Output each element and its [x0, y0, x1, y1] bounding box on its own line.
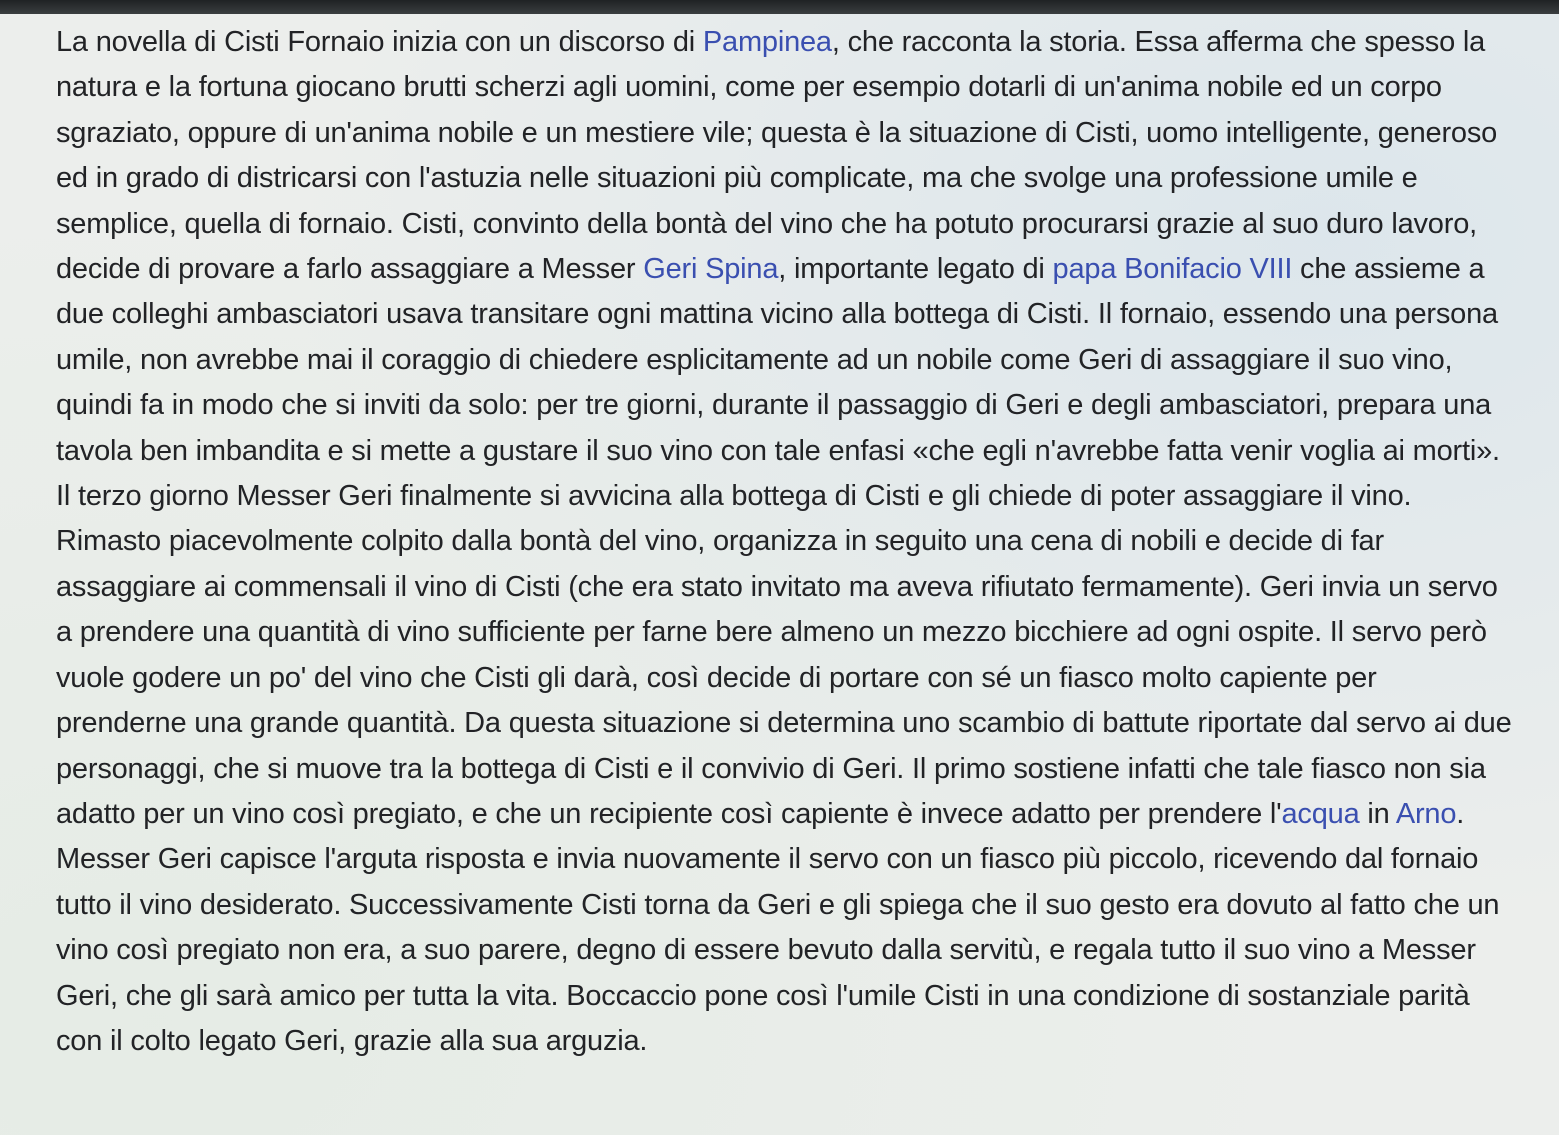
text-segment: Messer Geri capisce l'arguta risposta e invia nuovamente il servo con un fiasco più piccolo, ricevendo dal fornaio — [56, 843, 1479, 876]
text-segment: vuole godere un po' del vino che Cisti gli darà, così decide di portare con sé un fiasco molto capiente per — [56, 661, 1377, 694]
text-segment: , che racconta la storia. Essa afferma che spesso la — [831, 26, 1486, 58]
paragraph-line — [56, 247, 1546, 292]
paragraph-line — [56, 974, 1546, 1019]
paragraph-line — [56, 292, 1546, 337]
page-background — [0, 14, 1559, 1135]
text-segment: . — [1456, 797, 1465, 830]
paragraph-line — [56, 383, 1546, 428]
paragraph-line — [56, 565, 1546, 610]
link-geri-spina[interactable]: Geri Spina — [643, 253, 779, 286]
text-segment: umile, non avrebbe mai il coraggio di chiedere esplicitamente ad un nobile come Geri di assaggiare il suo vino, — [56, 343, 1453, 376]
link-pampinea[interactable]: Pampinea — [702, 26, 832, 58]
text-segment: , importante legato di — [778, 253, 1053, 286]
text-segment: assaggiare ai commensali il vino di Cisti (che era stato invitato ma aveva rifiutato fermamente). Geri invia un servo — [56, 570, 1498, 603]
link-acqua[interactable]: acqua — [1281, 797, 1360, 830]
text-segment: vino così pregiato non era, a suo parere, degno di essere bevuto dalla servitù, e regala tutto il suo vino a Messer — [56, 934, 1476, 967]
paragraph-line — [56, 65, 1546, 110]
article-paragraph — [56, 20, 1546, 1064]
paragraph-line — [56, 111, 1546, 156]
text-segment: quindi fa in modo che si inviti da solo: per tre giorni, durante il passaggio di Geri e degli ambasciatori, prepara una — [56, 389, 1492, 422]
paragraph-line — [56, 837, 1546, 882]
text-segment: personaggi, che si muove tra la bottega di Cisti e il convivio di Geri. Il primo sostiene infatti che tale fiasco non sia — [56, 752, 1486, 785]
paragraph-line — [56, 701, 1546, 746]
paragraph-line — [56, 474, 1546, 519]
text-segment: La novella di Cisti Fornaio inizia con un discorso di — [56, 26, 703, 58]
text-segment: adatto per un vino così pregiato, e che un recipiente così capiente è invece adatto per prendere l' — [56, 797, 1282, 830]
text-segment: Geri, che gli sarà amico per tutta la vita. Boccaccio pone così l'umile Cisti in una condizione di sostanziale parità — [56, 979, 1470, 1012]
paragraph-line — [56, 202, 1546, 247]
paragraph-line — [56, 792, 1546, 837]
text-segment: tavola ben imbandita e si mette a gustare il suo vino con tale enfasi «che egli n'avrebbe fatta venir voglia ai morti». — [56, 434, 1500, 467]
paragraph-line — [56, 429, 1546, 474]
text-segment: natura e la fortuna giocano brutti scherzi agli uomini, come per esempio dotarli di un'anima nobile ed un corpo — [56, 71, 1442, 104]
paragraph-line — [56, 1019, 1546, 1064]
link-arno[interactable]: Arno — [1395, 797, 1457, 830]
text-segment: in — [1359, 797, 1396, 830]
link-papa-bonifacio-viii[interactable]: papa Bonifacio VIII — [1052, 253, 1293, 286]
text-segment: Rimasto piacevolmente colpito dalla bontà del vino, organizza in seguito una cena di nobili e decide di far — [56, 525, 1384, 558]
paragraph-line — [56, 519, 1546, 564]
paragraph-line — [56, 747, 1546, 792]
top-window-edge — [0, 0, 1559, 14]
text-segment: che assieme a — [1292, 253, 1485, 286]
text-segment: tutto il vino desiderato. Successivamente Cisti torna da Geri e gli spiega che il suo gesto era dovuto al fatto che un — [56, 888, 1500, 921]
paragraph-line — [56, 610, 1546, 655]
text-segment: sgraziato, oppure di un'anima nobile e un mestiere vile; questa è la situazione di Cisti, uomo intelligente, generoso — [56, 116, 1498, 149]
text-segment: con il colto legato Geri, grazie alla sua arguzia. — [56, 1024, 648, 1057]
paragraph-line — [56, 156, 1546, 201]
text-segment: semplice, quella di fornaio. Cisti, convinto della bontà del vino che ha potuto procurarsi grazie al suo duro lavoro, — [56, 207, 1477, 240]
paragraph-line — [56, 338, 1546, 383]
paragraph-line — [56, 883, 1546, 928]
paragraph-line — [56, 20, 1546, 65]
text-segment: a prendere una quantità di vino sufficiente per farne bere almeno un mezzo bicchiere ad ogni ospite. Il servo però — [56, 616, 1487, 649]
paragraph-line — [56, 928, 1546, 973]
text-segment: Il terzo giorno Messer Geri finalmente si avvicina alla bottega di Cisti e gli chiede di poter assaggiare il vino. — [56, 480, 1412, 513]
text-segment: due colleghi ambasciatori usava transitare ogni mattina vicino alla bottega di Cisti. Il fornaio, essendo una persona — [56, 298, 1498, 331]
text-segment: prenderne una grande quantità. Da questa situazione si determina uno scambio di battute riportate dal servo ai due — [56, 707, 1512, 740]
text-segment: decide di provare a farlo assaggiare a Messer — [56, 253, 644, 286]
text-segment: ed in grado di districarsi con l'astuzia nelle situazioni più complicate, ma che svolge una professione umile e — [56, 162, 1418, 195]
paragraph-line — [56, 656, 1546, 701]
